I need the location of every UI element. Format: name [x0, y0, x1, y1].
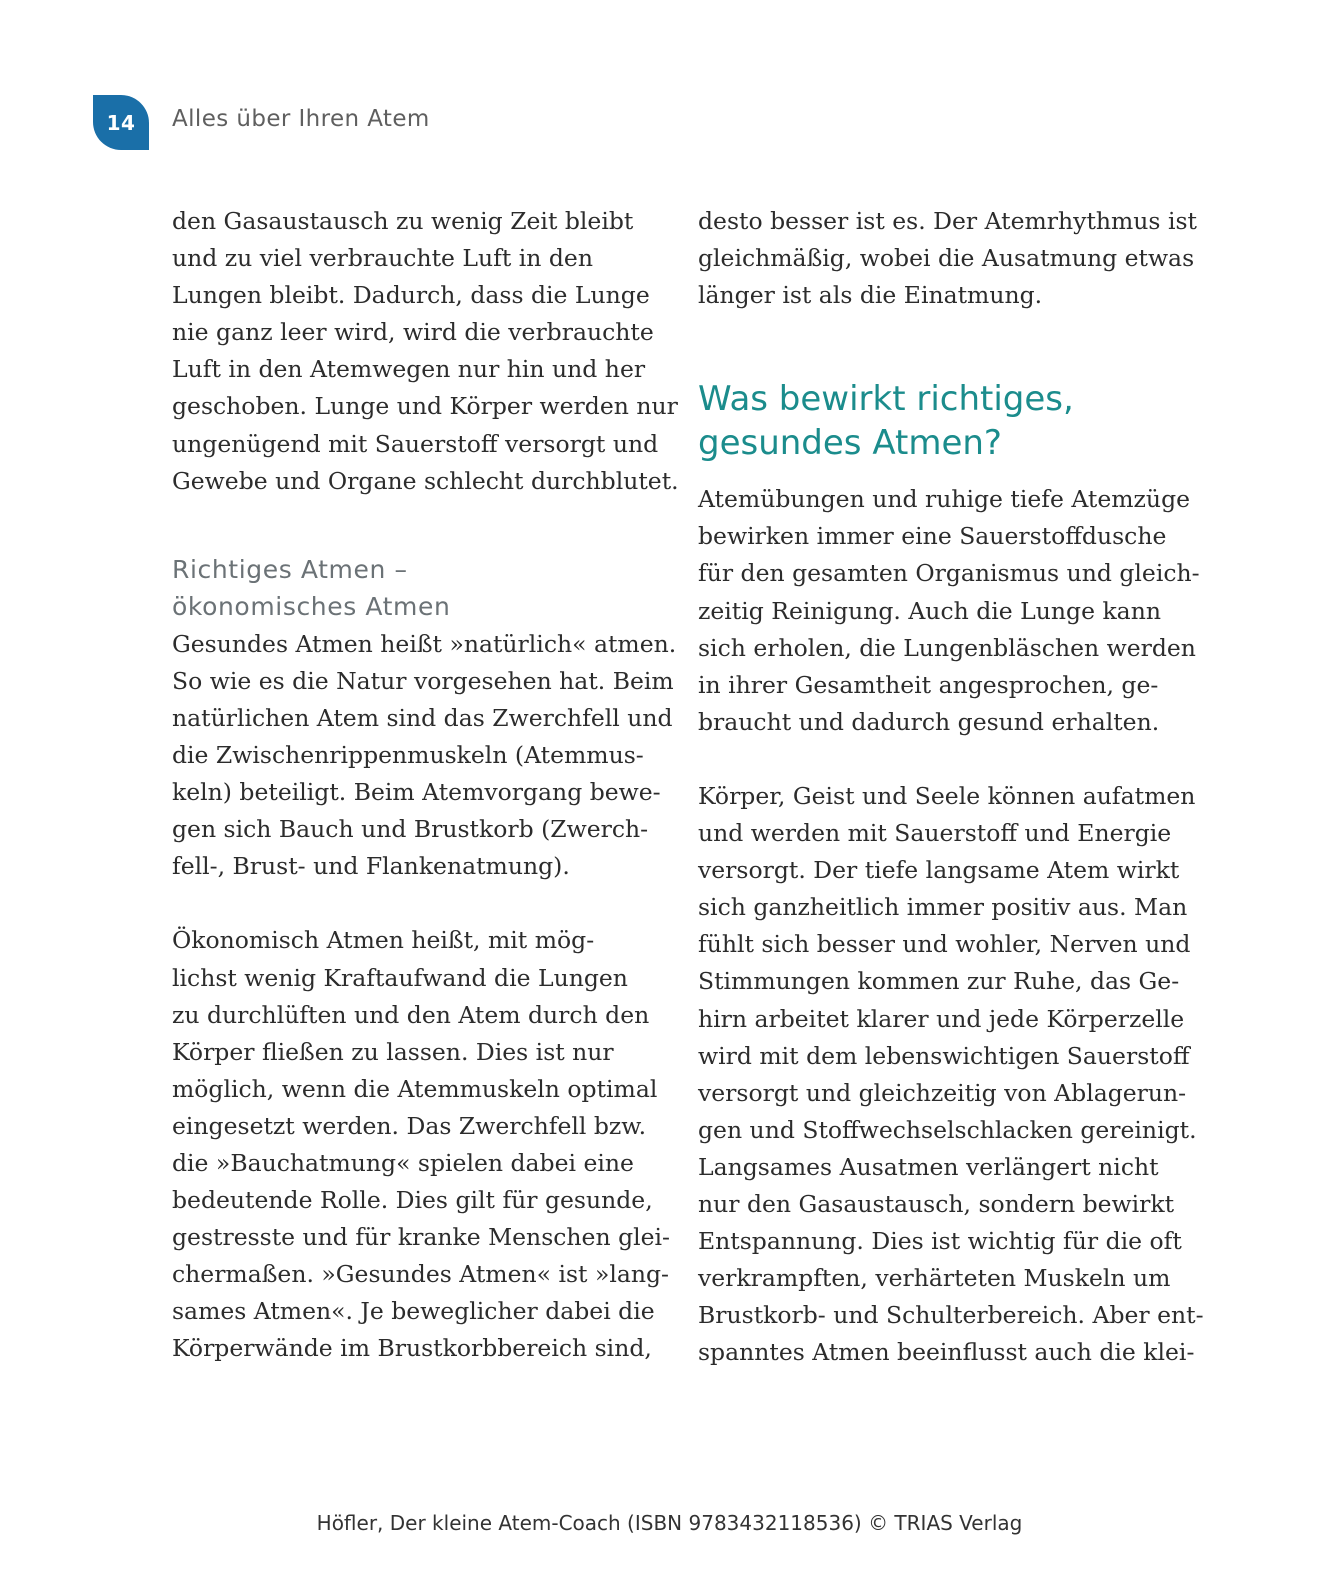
text-line: nur den Gasaustausch, sondern bewirkt — [698, 1189, 1175, 1218]
section-heading — [698, 377, 1198, 465]
left-paragraph-1 — [172, 203, 679, 500]
right-paragraph-1 — [698, 203, 1198, 314]
heading-line: Was bewirkt richtiges, — [698, 379, 1074, 420]
left-column — [172, 203, 679, 1368]
footer-citation: Höfler, Der kleine Atem-Coach (ISBN 9783432118536) © TRIAS Verlag — [316, 1511, 1023, 1535]
text-line: So wie es die Natur vorgesehen hat. Beim — [172, 666, 674, 695]
text-line: lichst wenig Kraftaufwand die Lungen — [172, 963, 628, 992]
text-line: und werden mit Sauerstoff und Energie — [698, 819, 1172, 848]
right-paragraph-3 — [698, 778, 1204, 1372]
subheading-line: ökonomisches Atmen — [172, 591, 451, 621]
text-line: sich ganzheitlich immer positiv aus. Man — [698, 893, 1188, 922]
text-line: gen und Stoffwechselschlacken gereinigt. — [698, 1115, 1197, 1144]
right-paragraph-2 — [698, 481, 1198, 741]
text-line: verkrampften, verhärteten Muskeln um — [698, 1264, 1171, 1293]
text-line: bedeutende Rolle. Dies gilt für gesunde, — [172, 1186, 653, 1215]
text-line: eingesetzt werden. Das Zwerchfell bzw. — [172, 1111, 647, 1140]
page-number-badge: 14 — [93, 95, 149, 150]
heading-line: gesundes Atmen? — [698, 423, 1002, 464]
subheading-line: Richtiges Atmen – — [172, 554, 408, 584]
left-paragraph-2 — [172, 626, 677, 886]
text-line: für den gesamten Organismus und gleich- — [698, 559, 1200, 588]
text-line: Körper fließen zu lassen. Dies ist nur — [172, 1037, 614, 1066]
text-line: in ihrer Gesamtheit angesprochen, ge- — [698, 670, 1159, 699]
text-line: braucht und dadurch gesund erhalten. — [698, 707, 1160, 736]
text-line: wird mit dem lebenswichtigen Sauerstoff — [698, 1041, 1190, 1070]
text-line: Stimmungen kommen zur Ruhe, das Ge- — [698, 967, 1180, 996]
text-line: fühlt sich besser und wohler, Nerven und — [698, 930, 1191, 959]
text-line: gestresste und für kranke Menschen glei- — [172, 1223, 670, 1252]
text-line: Ökonomisch Atmen heißt, mit mög- — [172, 926, 595, 955]
text-line: geschoben. Lunge und Körper werden nur — [172, 392, 678, 421]
text-line: nie ganz leer wird, wird die verbrauchte — [172, 318, 654, 347]
text-line: sich erholen, die Lungenbläschen werden — [698, 633, 1196, 662]
text-line: sames Atmen«. Je beweglicher dabei die — [172, 1297, 655, 1326]
text-line: versorgt. Der tiefe langsame Atem wirkt — [698, 856, 1180, 885]
text-line: Gesundes Atmen heißt »natürlich« atmen. — [172, 629, 677, 658]
text-line: Entspannung. Dies ist wichtig für die oft — [698, 1227, 1182, 1256]
text-line: Gewebe und Organe schlecht durchblutet. — [172, 466, 679, 495]
text-line: zu durchlüften und den Atem durch den — [172, 1000, 650, 1029]
text-line: die Zwischenrippenmuskeln (Atemmus- — [172, 741, 644, 770]
text-line: ungenügend mit Sauerstoff versorgt und — [172, 429, 659, 458]
text-line: möglich, wenn die Atemmuskeln optimal — [172, 1074, 658, 1103]
text-line: fell-, Brust- und Flankenatmung). — [172, 852, 570, 881]
text-line: versorgt und gleichzeitig von Ablagerun- — [698, 1078, 1187, 1107]
text-line: Brustkorb- und Schulterbereich. Aber ent- — [698, 1301, 1204, 1330]
left-paragraph-3 — [172, 922, 670, 1367]
section-subheading — [172, 551, 662, 625]
text-line: desto besser ist es. Der Atemrhythmus ist — [698, 207, 1197, 235]
text-line: natürlichen Atem sind das Zwerchfell und — [172, 703, 673, 732]
text-line: chermaßen. »Gesundes Atmen« ist »lang- — [172, 1260, 669, 1289]
text-line: spanntes Atmen beeinflusst auch die klei- — [698, 1338, 1195, 1367]
text-line: Luft in den Atemwegen nur hin und her — [172, 355, 646, 384]
text-line: Langsames Ausatmen verlängert nicht — [698, 1152, 1159, 1181]
text-line: den Gasaustausch zu wenig Zeit bleibt — [172, 207, 634, 235]
text-line: Körper, Geist und Seele können aufatmen — [698, 781, 1196, 810]
text-line: Körperwände im Brustkorbbereich sind, — [172, 1334, 652, 1363]
right-column — [698, 203, 1204, 1371]
text-line: bewirken immer eine Sauerstoffdusche — [698, 522, 1167, 551]
text-line: keln) beteiligt. Beim Atemvorgang bewe- — [172, 778, 661, 807]
text-line: Atemübungen und ruhige tiefe Atemzüge — [698, 485, 1191, 514]
running-title: Alles über Ihren Atem — [172, 106, 430, 132]
text-line: gleichmäßig, wobei die Ausatmung etwas — [698, 244, 1195, 273]
text-line: und zu viel verbrauchte Luft in den — [172, 244, 593, 273]
text-line: länger ist als die Einatmung. — [698, 281, 1043, 310]
text-line: Lungen bleibt. Dadurch, dass die Lunge — [172, 281, 650, 310]
text-line: hirn arbeitet klarer und jede Körperzelle — [698, 1004, 1185, 1033]
text-line: zeitig Reinigung. Auch die Lunge kann — [698, 596, 1161, 625]
text-line: die »Bauchatmung« spielen dabei eine — [172, 1148, 634, 1177]
text-line: gen sich Bauch und Brustkorb (Zwerch- — [172, 815, 649, 844]
